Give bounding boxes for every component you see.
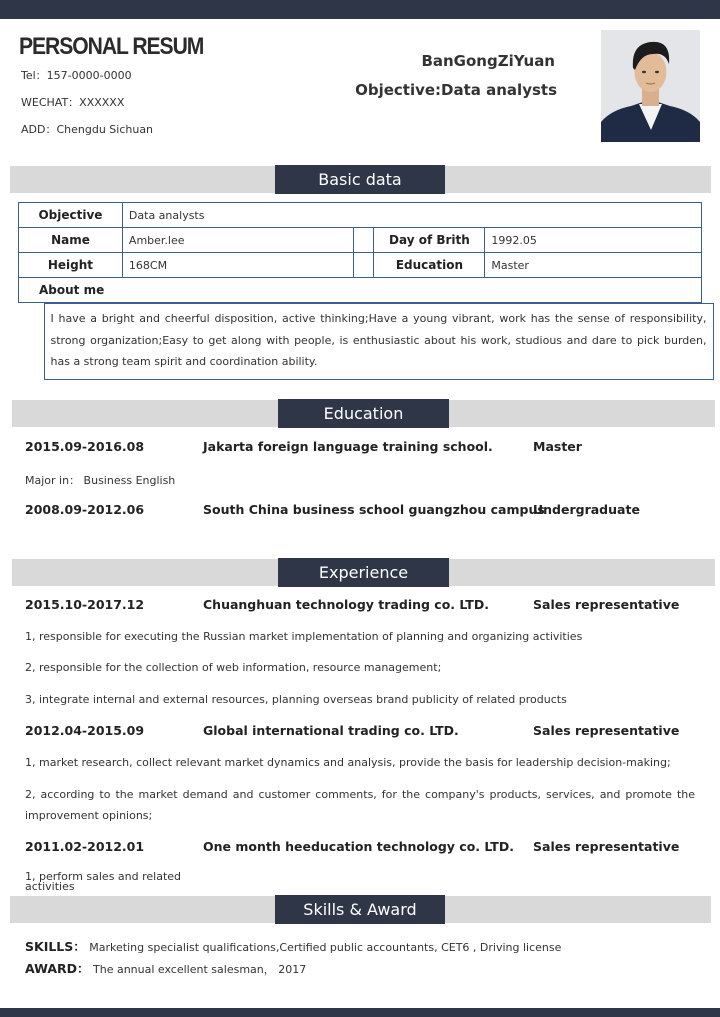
experience-company: Chuanghuan technology trading co. LTD. bbox=[203, 597, 489, 612]
basic-data-heading: Basic data bbox=[275, 165, 445, 194]
candidate-objective: Objective:Data analysts bbox=[355, 81, 557, 99]
about-me-label: About me bbox=[19, 278, 702, 303]
empty-cell bbox=[353, 253, 374, 278]
wechat-line: WECHAT：XXXXXX bbox=[21, 96, 125, 109]
table-row bbox=[19, 278, 702, 303]
experience-date: 2011.02-2012.01 bbox=[25, 839, 145, 854]
table-row bbox=[19, 203, 702, 228]
experience-item: 3, integrate internal and external resources, planning overseas brand publicity of related products bbox=[25, 693, 567, 706]
education-value: Master bbox=[485, 253, 702, 278]
skills-label: SKILLS： bbox=[25, 939, 86, 954]
candidate-name: BanGongZiYuan bbox=[421, 52, 555, 70]
name-value: Amber.lee bbox=[122, 228, 353, 253]
name-label: Name bbox=[19, 228, 123, 253]
resume-title: PERSONAL RESUM bbox=[19, 33, 204, 60]
education-heading: Education bbox=[278, 399, 449, 428]
basic-data-table bbox=[18, 202, 707, 368]
tel-line: Tel：157-0000-0000 bbox=[21, 69, 132, 82]
skills-value: Marketing specialist qualifications,Certified public accountants, CET6 , Driving license bbox=[89, 941, 562, 954]
objective-value: Data analysts bbox=[122, 203, 701, 228]
award-line bbox=[25, 959, 306, 977]
table-row bbox=[19, 228, 702, 253]
experience-date: 2012.04-2015.09 bbox=[25, 723, 145, 738]
profile-photo bbox=[601, 30, 700, 142]
person-photo-icon bbox=[601, 30, 700, 142]
objective-label: Objective bbox=[19, 203, 123, 228]
experience-company: One month heeducation technology co. LTD. bbox=[203, 839, 514, 854]
education-label: Education bbox=[374, 253, 485, 278]
experience-role: Sales representative bbox=[533, 839, 680, 854]
education-degree: Undergraduate bbox=[533, 502, 640, 517]
birth-label: Day of Brith bbox=[374, 228, 485, 253]
bottom-bar bbox=[0, 1008, 720, 1017]
education-school: South China business school guangzhou campus bbox=[203, 502, 545, 517]
education-date: 2008.09-2012.06 bbox=[25, 502, 145, 517]
experience-item-clipped: 1, perform sales and related activities bbox=[25, 870, 182, 893]
birth-value: 1992.05 bbox=[485, 228, 702, 253]
experience-item: 1, responsible for executing the Russian market implementation of planning and organizing activities bbox=[25, 630, 583, 643]
skills-heading: Skills & Award bbox=[275, 895, 445, 924]
education-school: Jakarta foreign language training school. bbox=[203, 439, 493, 454]
experience-item: 2, responsible for the collection of web information, resource management; bbox=[25, 661, 442, 674]
table-row bbox=[19, 303, 702, 304]
experience-item: 1, market research, collect relevant market dynamics and analysis, provide the basis for leadership decision-making; bbox=[25, 756, 671, 769]
skills-line bbox=[25, 937, 561, 955]
experience-date: 2015.10-2017.12 bbox=[25, 597, 145, 612]
about-me-text: I have a bright and cheerful disposition, active thinking;Have a young vibrant, work has the sense of responsibility, strong organization;Easy to get along with people, is enthusiastic about his work, studious and dare to pick burden, has a strong team spirit and coordination ability. bbox=[44, 303, 714, 380]
experience-role: Sales representative bbox=[533, 597, 680, 612]
education-degree: Master bbox=[533, 439, 582, 454]
experience-company: Global international trading co. LTD. bbox=[203, 723, 459, 738]
experience-role: Sales representative bbox=[533, 723, 680, 738]
experience-item: 2, according to the market demand and customer comments, for the company's products, services, and promote the improvement opinions; bbox=[25, 788, 695, 822]
award-label: AWARD： bbox=[25, 961, 90, 976]
table-row bbox=[19, 253, 702, 278]
education-date: 2015.09-2016.08 bbox=[25, 439, 145, 454]
empty-cell bbox=[353, 228, 374, 253]
award-value: The annual excellent salesman， 2017 bbox=[93, 963, 307, 976]
experience-heading: Experience bbox=[278, 558, 449, 587]
top-bar bbox=[0, 0, 720, 19]
height-label: Height bbox=[19, 253, 123, 278]
education-major: Major in： Business English bbox=[25, 474, 176, 487]
height-value: 168CM bbox=[122, 253, 353, 278]
address-line: ADD：Chengdu Sichuan bbox=[21, 123, 154, 136]
